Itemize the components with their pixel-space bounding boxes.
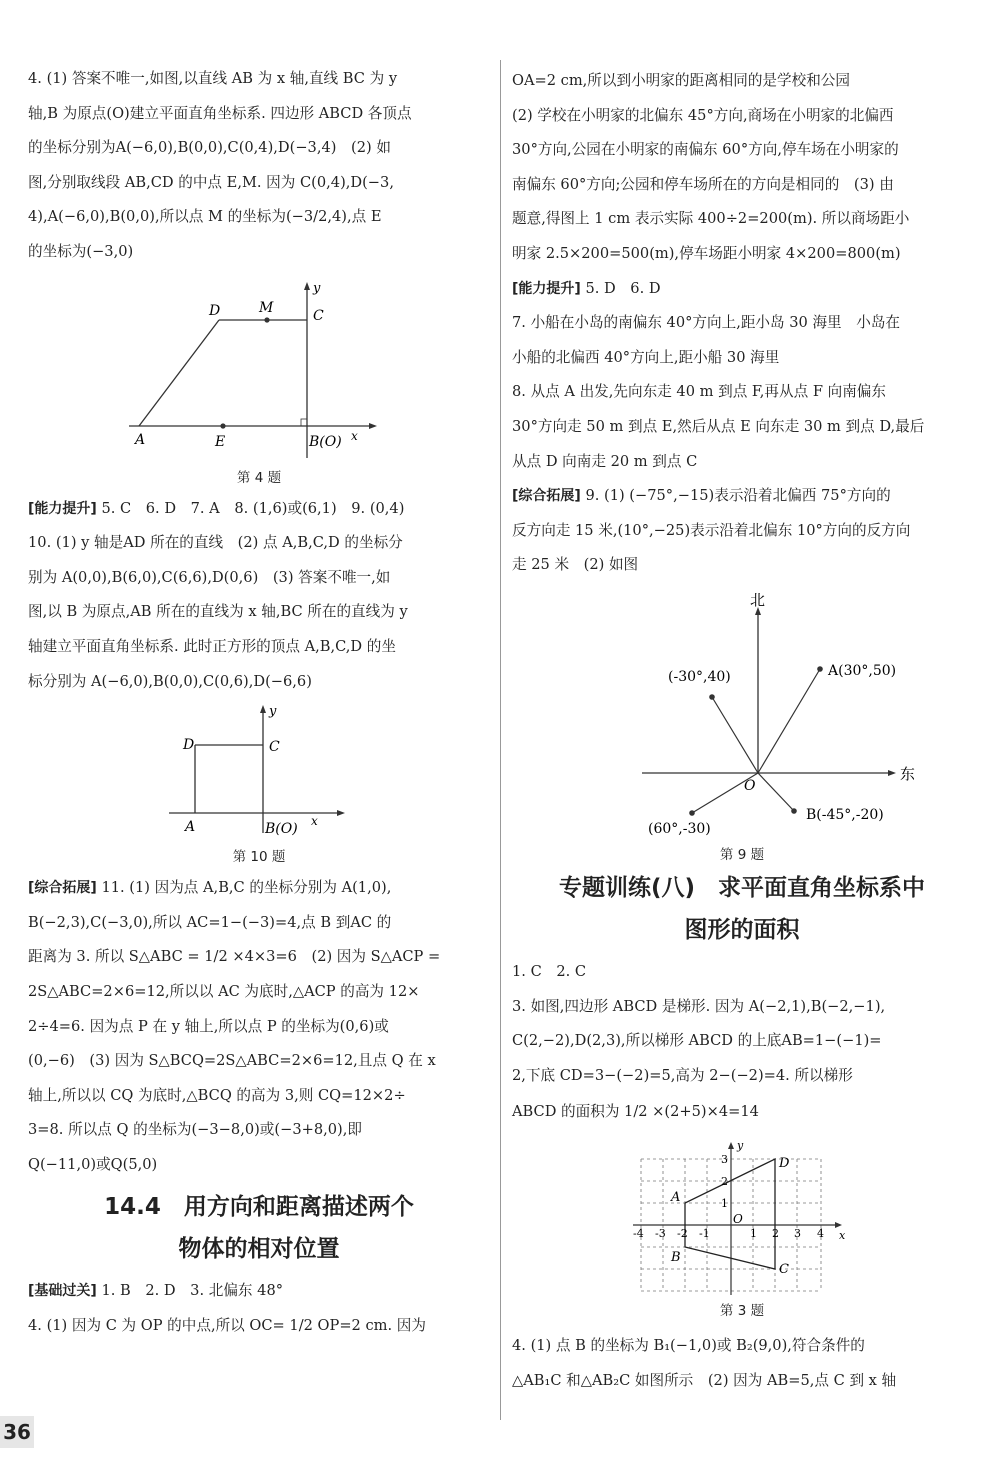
label-c: C: [313, 307, 324, 324]
side-ad: [139, 320, 219, 426]
ability-line: [28, 492, 490, 527]
figure-10-caption: 第 10 题: [232, 849, 286, 866]
section-tag: [综合拓展]: [28, 880, 97, 897]
label-x: x: [311, 814, 318, 829]
label-y: y: [313, 280, 321, 296]
text-line: 4),A(−6,0),B(0,0),所以点 M 的坐标为(−3/2,4),点 E: [28, 208, 382, 226]
label-d: D: [183, 737, 195, 754]
right-column: [512, 64, 972, 1398]
text-line: 图,分别取线段 AB,CD 的中点 E,M. 因为 C(0,4),D(−3,: [28, 173, 394, 191]
text-line: 的坐标为(−3,0): [28, 242, 134, 260]
text-line: Q(−11,0)或Q(5,0): [28, 1155, 158, 1173]
section-tag: [综合拓展]: [512, 488, 581, 505]
label-a: A: [671, 1190, 681, 1206]
text-line: 明家 2.5×200=500(m),停车场距小明家 4×200=800(m): [512, 244, 901, 262]
label-x: x: [351, 428, 358, 443]
label-pb: B(-45°,-20): [806, 806, 884, 823]
label-c: C: [779, 1262, 789, 1278]
tick-y: 3: [721, 1153, 728, 1167]
section-title-line: 14.4 用方向和距离描述两个: [104, 1194, 414, 1221]
label-pm30: (-30°,40): [668, 668, 731, 685]
text-line: 3. 如图,四边形 ABCD 是梯形. 因为 A(−2,1),B(−2,−1),: [512, 997, 886, 1015]
left-column: [28, 62, 490, 1344]
point-a: [817, 666, 823, 672]
text-line: 别为 A(0,0),B(6,0),C(6,6),D(0,6) (3) 答案不唯一,如: [28, 568, 391, 586]
text-line: 距离为 3. 所以 S△ABC = 1/2 ×4×3=6 (2) 因为 S△ACP =: [28, 948, 441, 966]
column-divider: [500, 60, 501, 1420]
label-origin: O: [744, 777, 756, 794]
text-line: [28, 871, 490, 906]
text-line: 4. (1) 点 B 的坐标为 B₁(−1,0)或 B₂(9,0),符合条件的: [512, 1337, 865, 1355]
tick-x: -1: [699, 1227, 710, 1241]
label-bo: B(O): [265, 821, 298, 838]
q9-answer: [512, 479, 972, 583]
basic-line: [28, 1274, 490, 1309]
text-line: 3=8. 所以点 Q 的坐标为(−3−8,0)或(−3+8,0),即: [28, 1121, 362, 1139]
point-b: [791, 808, 797, 814]
text-line: 10. (1) y 轴是AD 所在的直线 (2) 点 A,B,C,D 的坐标分: [28, 534, 403, 552]
text-line: 轴上,所以以 CQ 为底时,△BCQ 的高为 3,则 CQ=12×2÷: [28, 1086, 406, 1104]
figure-4-svg: [129, 278, 389, 478]
ability-line: [512, 272, 972, 307]
tick-x: -2: [677, 1227, 688, 1241]
right-angle-mark: [301, 419, 307, 426]
text-line: 30°方向走 50 m 到点 E,然后从点 E 向东走 30 m 到点 D,最后: [512, 417, 925, 435]
figure-10-svg: [169, 705, 349, 845]
figure-3-caption: 第 3 题: [719, 1303, 765, 1320]
text-line: 从点 D 向南走 20 m 到点 C: [512, 452, 698, 470]
figure-9: [552, 593, 932, 843]
figure-10: [169, 705, 349, 845]
x-arrow: [369, 423, 377, 429]
text-line: 1. C 2. C: [512, 962, 587, 980]
q8-answer: [512, 375, 972, 479]
text-line: 南偏东 60°方向;公园和停车场所在的方向是相同的 (3) 由: [512, 175, 894, 193]
east-arrow: [888, 770, 896, 776]
t3-answer: [512, 990, 972, 1132]
text-line: 轴建立平面直角坐标系. 此时正方形的顶点 A,B,C,D 的坐: [28, 637, 396, 655]
text-line: 的坐标分别为A(−6,0),B(0,0),C(0,4),D(−3,4) (2) 如: [28, 139, 391, 157]
t4-answer: [512, 1329, 972, 1398]
figure-3: [627, 1139, 857, 1299]
text-line: 2S△ABC=2×6=12,所以以 AC 为底时,△ACP 的高为 12×: [28, 982, 420, 1000]
figure-9-caption: 第 9 题: [719, 846, 765, 863]
q11-answer: [28, 871, 490, 1182]
text-line: 小船的北偏西 40°方向上,距小船 30 海里: [512, 348, 780, 366]
text-line: 轴,B 为原点(O)建立平面直角坐标系. 四边形 ABCD 各顶点: [28, 104, 412, 122]
figure-3-svg: [627, 1139, 857, 1299]
q7-answer: [512, 306, 972, 375]
tick-y: 2: [721, 1175, 728, 1189]
text-line: 30°方向,公园在小明家的南偏东 60°方向,停车场在小明家的: [512, 141, 899, 159]
text-line: 4. (1) 答案不唯一,如图,以直线 AB 为 x 轴,直线 BC 为 y: [28, 70, 398, 87]
q10-answer: [28, 526, 490, 699]
ray-m30: [712, 697, 758, 773]
tick-x: 2: [772, 1227, 779, 1241]
label-bo: B(O): [309, 433, 342, 450]
text-line: (0,−6) (3) 因为 S△BCQ=2S△ABC=2×6=12,且点 Q 在 x: [28, 1052, 436, 1070]
label-o: O: [733, 1212, 743, 1227]
section-tag: [能力提升]: [512, 280, 581, 297]
text-line: C(2,−2),D(2,3),所以梯形 ABCD 的上底AB=1−(−1)=: [512, 1032, 882, 1050]
ray-a: [758, 669, 820, 773]
text-line: 2÷4=6. 因为点 P 在 y 轴上,所以点 P 的坐标为(0,6)或: [28, 1017, 389, 1035]
label-y: y: [737, 1139, 744, 1153]
text-line: OA=2 cm,所以到小明家的距离相同的是学校和公园: [512, 72, 850, 89]
label-north: 北: [750, 592, 766, 609]
ability-answers: 5. D 6. D: [585, 279, 661, 297]
section-tag: [能力提升]: [28, 500, 97, 517]
point-e: [220, 423, 225, 428]
label-a: A: [185, 819, 196, 836]
section-title-line: 物体的相对位置: [178, 1236, 340, 1263]
tick-x: -4: [633, 1227, 644, 1241]
point-60: [689, 810, 695, 816]
trapezoid-abcd: [685, 1159, 775, 1269]
tick-x: 3: [794, 1227, 801, 1241]
page-number: 36: [0, 1416, 34, 1448]
text-line: 题意,得图上 1 cm 表示实际 400÷2=200(m). 所以商场距小: [512, 210, 910, 228]
q4-answer: [28, 62, 490, 270]
text-line: (2) 学校在小明家的北偏东 45°方向,商场在小明家的北偏西: [512, 106, 894, 124]
tick-x: -3: [655, 1227, 666, 1241]
text-line: 8. 从点 A 出发,先向东走 40 m 到点 F,再从点 F 向南偏东: [512, 383, 886, 401]
text-line: 4. (1) 因为 C 为 OP 的中点,所以 OC= 1/2 OP=2 cm. 因为: [28, 1317, 426, 1335]
label-east: 东: [900, 764, 916, 783]
label-c: C: [269, 739, 280, 756]
x-arrow: [835, 1222, 842, 1228]
topic-title: [512, 867, 972, 951]
text-line: 2,下底 CD=3−(−2)=5,高为 2−(−2)=4. 所以梯形: [512, 1066, 853, 1084]
label-a: A: [135, 431, 146, 448]
figure-9-svg: [552, 593, 932, 843]
continued-answer: [512, 64, 972, 272]
label-x: x: [839, 1229, 846, 1243]
label-d: D: [779, 1156, 790, 1172]
label-p60: (60°,-30): [648, 820, 711, 837]
text-line: 标分别为 A(−6,0),B(0,0),C(0,6),D(−6,6): [28, 672, 312, 690]
label-e: E: [215, 433, 226, 450]
ray-b: [758, 773, 794, 811]
figure-4-caption: 第 4 题: [236, 469, 282, 486]
text-line: 7. 小船在小岛的南偏东 40°方向上,距小岛 30 海里 小岛在: [512, 314, 901, 332]
tick-y: 1: [721, 1197, 728, 1211]
point-m30: [709, 694, 715, 700]
text-line: △AB₁C 和△AB₂C 如图所示 (2) 因为 AB=5,点 C 到 x 轴: [512, 1371, 897, 1389]
label-b: B: [671, 1250, 681, 1266]
tick-x: 4: [817, 1227, 824, 1241]
y-arrow: [260, 705, 266, 713]
label-d: D: [209, 302, 221, 319]
text-line: ABCD 的面积为 1/2 ×(2+5)×4=14: [512, 1103, 759, 1121]
text-span: 9. (1) (−75°,−15)表示沿着北偏西 75°方向的: [585, 487, 891, 505]
y-arrow: [728, 1142, 734, 1149]
basic-answers: 1. B 2. D 3. 北偏东 48°: [101, 1282, 284, 1300]
label-y: y: [269, 705, 277, 720]
text-line: 反方向走 15 米,(10°,−25)表示沿着北偏东 10°方向的反方向: [512, 521, 911, 539]
label-pa: A(30°,50): [828, 662, 897, 679]
section-tag: [基础过关]: [28, 1283, 97, 1300]
ability-answers: 5. C 6. D 7. A 8. (1,6)或(6,1) 9. (0,4): [101, 499, 405, 517]
y-arrow: [304, 282, 310, 290]
text-line: 图,以 B 为原点,AB 所在的直线为 x 轴,BC 所在的直线为 y: [28, 603, 408, 621]
text-line: [512, 479, 972, 514]
x-arrow: [337, 810, 345, 816]
topic-title-line: 图形的面积: [684, 916, 800, 943]
section-title: [28, 1186, 490, 1270]
label-m: M: [259, 299, 274, 316]
topic-title-line: 专题训练(八) 求平面直角坐标系中: [558, 874, 926, 901]
point-m: [264, 317, 269, 322]
text-span: 11. (1) 因为点 A,B,C 的坐标分别为 A(1,0),: [101, 879, 392, 897]
figure-4: [129, 278, 389, 478]
text-line: B(−2,3),C(−3,0),所以 AC=1−(−3)=4,点 B 到AC 的: [28, 913, 392, 931]
tick-x: 1: [750, 1227, 757, 1241]
text-line: 走 25 米 (2) 如图: [512, 556, 639, 574]
